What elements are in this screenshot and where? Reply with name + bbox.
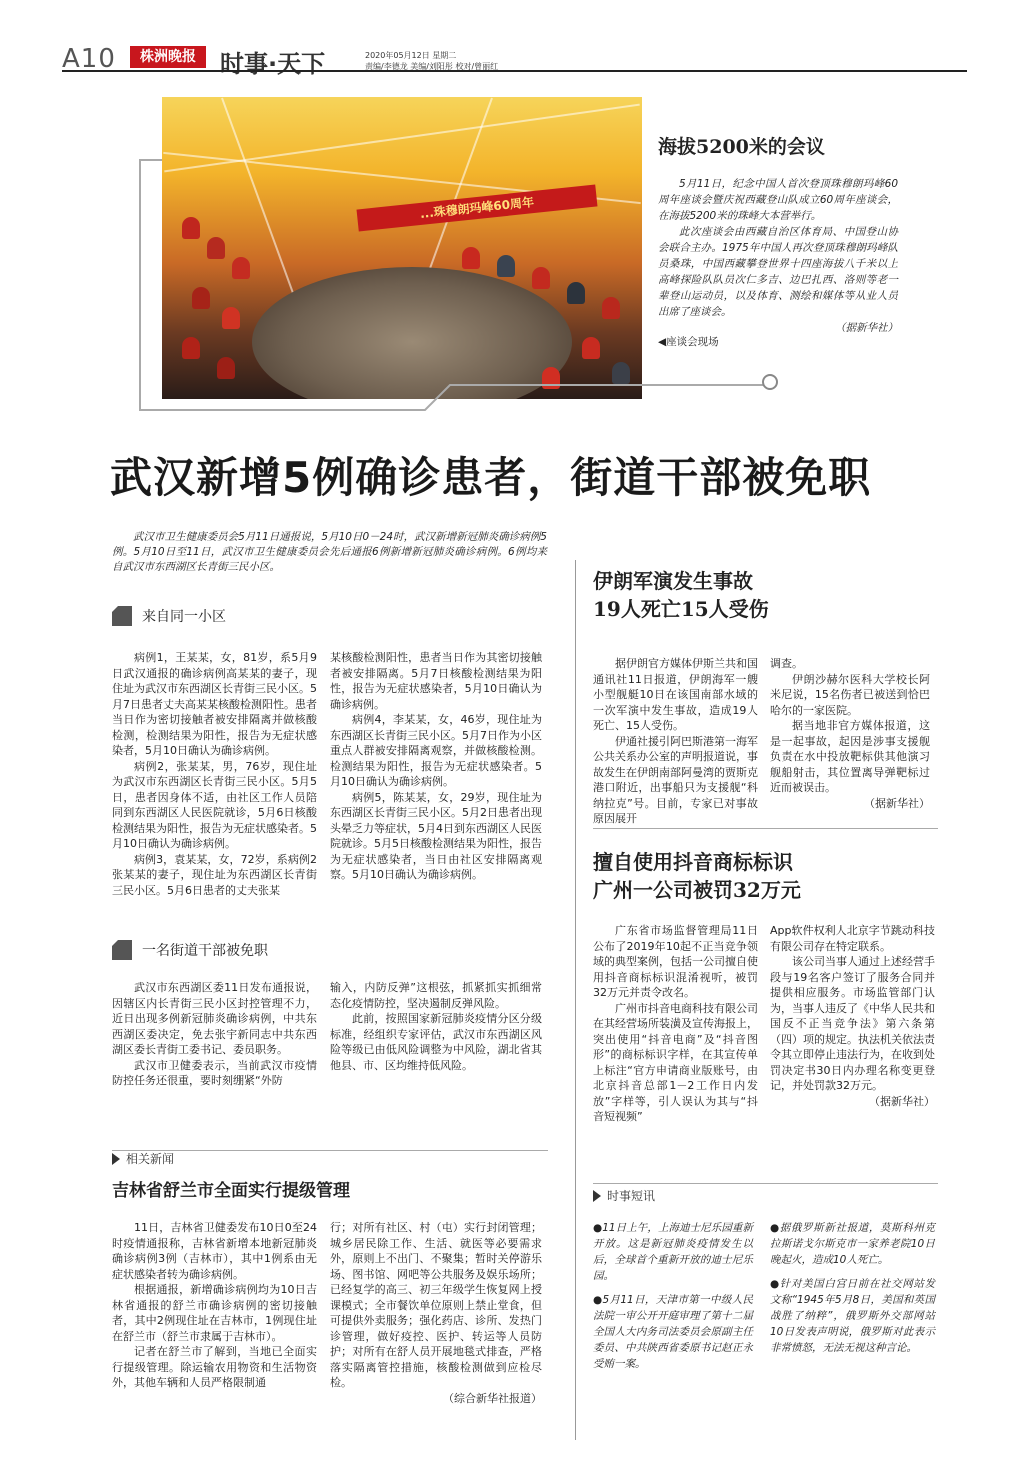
masthead-meta bbox=[365, 50, 498, 72]
editor-credits: 责编/李德龙 美编/刘阳彤 校对/曾丽红 bbox=[365, 62, 499, 71]
briefs-tag: 时事短讯 bbox=[593, 1187, 655, 1204]
meeting-banner: ...珠穆朗玛峰60周年 bbox=[357, 185, 598, 232]
subhead-marker-icon bbox=[112, 606, 132, 626]
brief-item: ●针对美国白宫日前在社交网站发文称“1945年5月8日，美国和英国战胜了纳粹”，俄罗斯外交部网站10日发表声明说，俄罗斯对此表示非常愤怒，无法无视这种言论。 bbox=[770, 1278, 935, 1354]
masthead-rule bbox=[62, 70, 967, 72]
briefs-rule bbox=[593, 1183, 938, 1184]
related-rule bbox=[112, 1150, 548, 1151]
article-column-2: 某核酸检测阳性，患者当日作为其密切接触者被安排隔离。5月7日核酸检测结果为阳性，报告为无症状感染者，5月10日确认为确诊病例。 病例4，李某某，女，46岁，现住址为东西湖区长青街三民小区。5月7日作为小区重点人群被安排隔离观察，并做核酸检测。检测结果为阳性，报告为无症状感染者。5月10日确认为确诊病例。 病例5，陈某某，女，29岁，现住址为东西湖区长青街三民小区。5月2日患者出现头晕乏力等症状，5月4日到东西湖区人民医院就诊。5月5日核酸检测结果为阳性，报告为无症状感染者，当日由社区安排隔离观察。5月10日确认为确诊病例。 bbox=[330, 651, 542, 881]
page-number: A10 bbox=[62, 44, 116, 74]
subhead-marker-icon bbox=[112, 940, 132, 960]
article-column-3: 武汉市东西湖区委11日发布通报说，因辖区内长青街三民小区封控管理不力，近日出现多例新冠肺炎确诊病例，中共东西湖区委决定，免去张宇新同志中共东西湖区委长青街工委书记、委员职务。 武汉市卫健委表示，当前武汉市疫情防控任务还很重，要时刻绷紧“外防 bbox=[112, 981, 317, 1087]
douyin-headline: 擅自使用抖音商标标识 广州一公司被罚32万元 bbox=[593, 850, 801, 902]
main-headline: 武汉新增5例确诊患者，街道干部被免职 bbox=[110, 453, 872, 502]
related-news-tag: 相关新闻 bbox=[112, 1150, 174, 1167]
related-column-1: 11日，吉林省卫健委发布10日0至24时疫情通报称，吉林省新增本地新冠肺炎确诊病例3例（吉林市），其中1例系由无症状感染者转为确诊病例。 根据通报，新增确诊病例均为10日吉林省通报的舒兰市确诊病例的密切接触者，其中2例现住址在吉林市，1例现住址在舒兰市（舒兰市隶属于吉林市）。 记者在舒兰市了解到，当地已全面实行提级管理。除运输农用物资和生活物资外，其他车辆和人员严格限制通 bbox=[112, 1221, 317, 1389]
subhead-official-dismissed: 一名街道干部被免职 bbox=[112, 940, 268, 960]
photo-story-source: （据新华社） bbox=[835, 322, 898, 334]
brief-item: ●据俄罗斯新社报道，莫斯科州克拉斯诺戈尔斯克市一家养老院10日晚起火，造成10人死亡。 bbox=[770, 1222, 935, 1266]
douyin-column-2: App软件权利人北京字节跳动科技有限公司存在特定联系。 该公司当事人通过上述经营手段与19名客户签订了服务合同并提供相应服务。市场监管部门认为，当事人违反了《中华人民共和国反不正当竞争法》第六条第（四）项的规定。执法机关依法责令其立即停止违法行为，在收到处罚决定书30日内办理名称变更登记，并处罚款32万元。 （据新华社） bbox=[770, 924, 935, 1108]
column-divider bbox=[575, 560, 576, 1440]
briefs-column-2 bbox=[770, 1220, 935, 1356]
douyin-column-1: 广东省市场监督管理局11日公布了2019年10起不正当竞争领域的典型案例，包括一公司擅自使用抖音商标标识混淆视听，被罚32万元并责令改名。 广州市抖音电商科技有限公司在其经营场所装潢及宣传海报上，突出使用“抖音电商”及“抖音图形”的商标标识字样，在其宣传单上标注“官方申请商业版账号，由北京抖音总部1－2工作日内发放”字样等，引人误认为其与“抖音短视频” bbox=[593, 924, 758, 1123]
arrow-icon bbox=[112, 1153, 120, 1165]
issue-date: 2020年05月12日 星期二 bbox=[365, 51, 457, 60]
arrow-icon bbox=[593, 1190, 601, 1202]
brief-item: ●11日上午，上海迪士尼乐园重新开放。这是新冠肺炎疫情发生以后，全球首个重新开放的迪士尼乐园。 bbox=[593, 1222, 753, 1282]
article-column-1: 病例1，王某某，女，81岁，系5月9日武汉通报的确诊病例高某某的妻子，现住址为武汉市东西湖区长青街三民小区。5月7日患者丈夫高某某核酸检测阳性。患者当日作为密切接触者被安排隔离并做核酸检测，检测结果为阳性，报告为无症状感染者，5月10日确认为确诊病例。 病例2，张某某，男，76岁，现住址为武汉市东西湖区长青街三民小区。5月5日，患者因身体不适，由社区工作人员陪同到东西湖区人民医院就诊，5月6日核酸检测结果为阳性，报告为无症状感染者。5月10日确认为确诊病例。 病例3，袁某某，女，72岁，系病例2张某某的妻子，现住址为东西湖区长青街三民小区。5月6日患者的丈夫张某 bbox=[112, 651, 317, 897]
briefs-column-1 bbox=[593, 1220, 753, 1372]
related-source: （综合新华社报道） bbox=[443, 1391, 542, 1405]
article-column-4: 输入，内防反弹”这根弦，抓紧抓实抓细常态化疫情防控，坚决遏制反弹风险。 此前，按照国家新冠肺炎疫情分区分级标准，经组织专家评估，武汉市东西湖区风险等级已由低风险调整为中风险，湖北省其他县、市、区均维持低风险。 bbox=[330, 981, 542, 1072]
photo-story-text: 5月11日，纪念中国人首次登顶珠穆朗玛峰60周年座谈会暨庆祝西藏登山队成立60周年座谈会，在海拔5200米的珠峰大本营举行。 此次座谈会由西藏自治区体育局、中国登山协会联合主办。1975年中国人再次登顶珠穆朗玛峰队员桑珠，中国西藏攀登世界十四座海拔八千米以上高峰探险队队员次仁多吉、边巴扎西、洛则等老一辈登山运动员，以及体育、测绘和媒体等从业人员出席了座谈会。 （据新华社） bbox=[658, 178, 898, 334]
photo-caption: ◀座谈会现场 bbox=[658, 336, 719, 348]
related-column-2: 行；对所有社区、村（屯）实行封闭管理；城乡居民除工作、生活、就医等必要需求外，原则上不出门、不聚集；暂时关停游乐场、图书馆、网吧等公共服务及娱乐场所；已经复学的高三、初三年级学生恢复网上授课模式；全市餐饮单位原则上禁止堂食，但可提供外卖服务；强化药店、诊所、发热门诊管理，做好疫控、医护、转运等人员防护；对所有在舒人员开展地毯式排查，严格落实隔离管控措施，核酸检测做到应检尽检。 （综合新华社报道） bbox=[330, 1221, 542, 1405]
iran-column-1: 据伊朗官方媒体伊斯兰共和国通讯社11日报道，伊朗海军一艘小型舰艇10日在该国南部水域的一次军演中发生事故，造成19人死亡、15人受伤。 伊通社援引阿巴斯港第一海军公共关系办公室的声明报道说，事故发生在伊朗南部阿曼湾的贾斯克港口附近，出事船只为支援舰“科纳拉克”号。目前，专家已对事故原因展开 bbox=[593, 657, 758, 825]
section-title: 时事·天下 bbox=[220, 50, 326, 78]
newspaper-logo: 株洲晚报 bbox=[130, 46, 206, 68]
iran-headline: 伊朗军演发生事故 19人死亡15人受伤 bbox=[593, 569, 769, 621]
douyin-source: （据新华社） bbox=[869, 1094, 935, 1108]
iran-source: （据新华社） bbox=[864, 796, 930, 810]
section-rule bbox=[593, 828, 938, 829]
subhead-same-community: 来自同一小区 bbox=[112, 606, 226, 626]
brief-item: ●5月11日，天津市第一中级人民法院一审公开开庭审理了第十二届全国人大内务司法委员会原副主任委员、中共陕西省委原书记赵正永受贿一案。 bbox=[593, 1294, 753, 1370]
photo-story-title: 海拔5200米的会议 bbox=[658, 136, 825, 158]
iran-column-2: 调查。 伊朗沙赫尔医科大学校长阿米尼说，15名伤者已被送到恰巴哈尔的一家医院。 据当地非官方媒体报道，这是一起事故，起因是涉事支援舰负责在水中投放靶标供其他演习舰船射击，其位置离导弹靶标过近而被误击。 （据新华社） bbox=[770, 657, 930, 810]
article-intro: 武汉市卫生健康委员会5月11日通报说，5月10日0－24时，武汉新增新冠肺炎确诊病例5例。5月10日至11日，武汉市卫生健康委员会先后通报6例新增新冠肺炎确诊病例。6例均来自武汉市东西湖区长青街三民小区。 bbox=[112, 531, 547, 573]
related-title: 吉林省舒兰市全面实行提级管理 bbox=[112, 1181, 350, 1201]
